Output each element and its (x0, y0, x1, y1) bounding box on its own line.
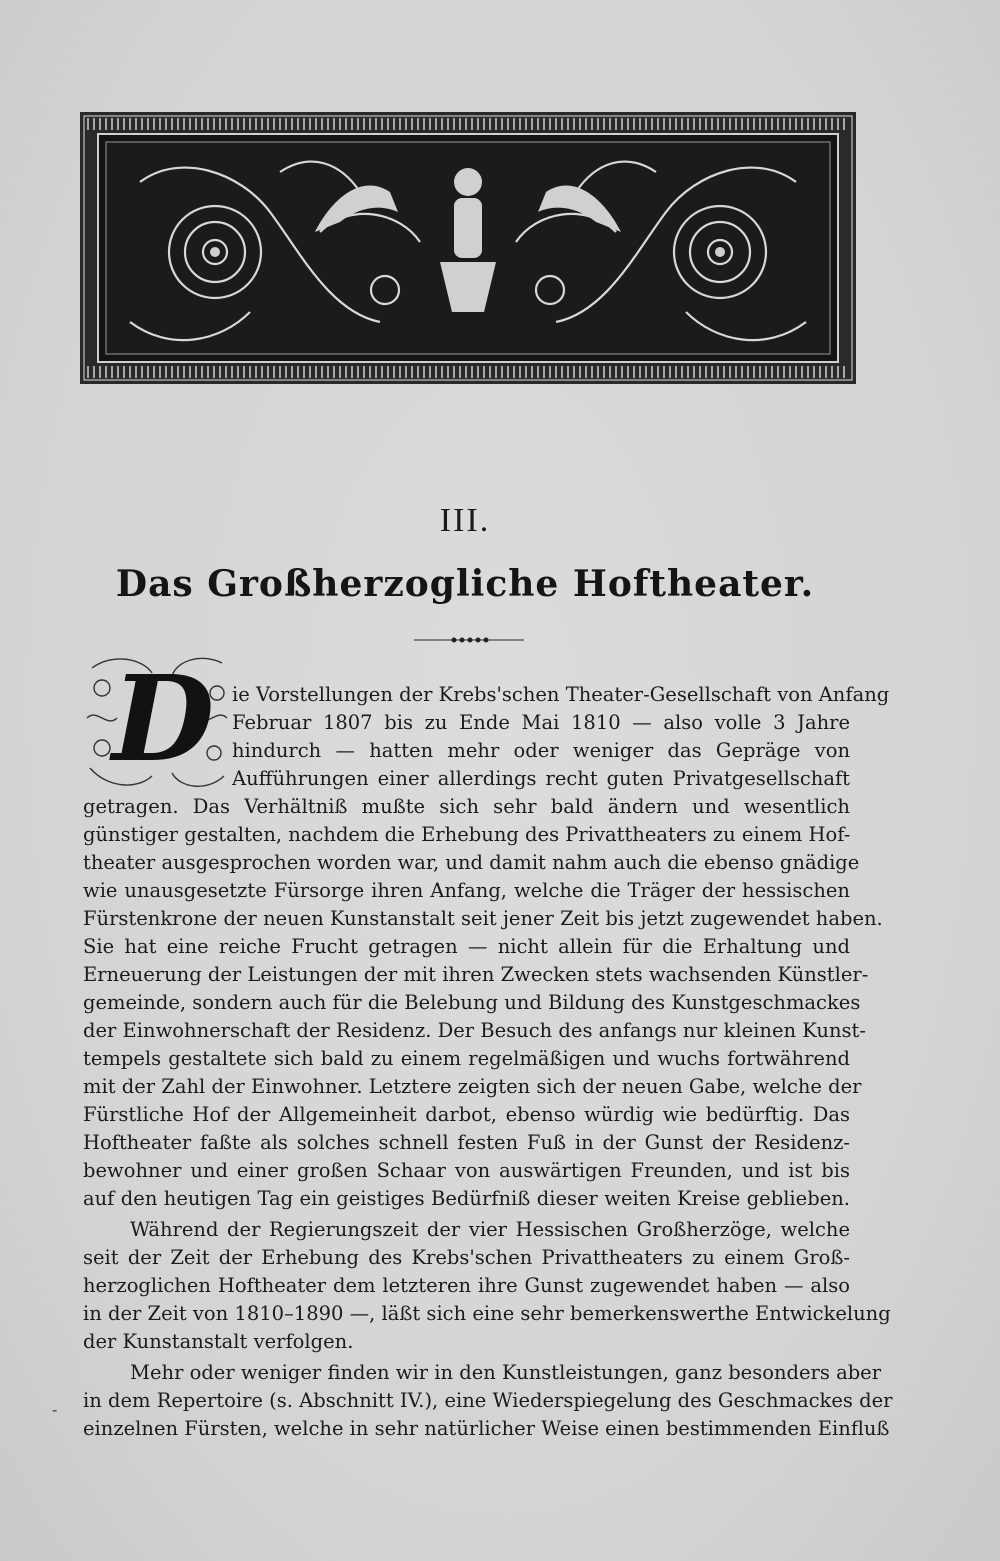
text-line: Aufführungen einer allerdings recht guten Privatgesellschaft (232, 767, 850, 790)
text-line: günstiger gestalten, nachdem die Erhebung des Privattheaters zu einem Hof- (83, 823, 851, 846)
text-line: Während der Regierungszeit der vier Hessischen Großherzöge, welche (130, 1218, 850, 1241)
text-line: gemeinde, sondern auch für die Belebung und Bildung des Kunstgeschmackes (83, 991, 861, 1014)
chapter-number: III. (439, 502, 491, 539)
text-line: seit der Zeit der Erhebung des Krebs'schen Privattheaters zu einem Groß- (83, 1246, 850, 1269)
dropcap-letter: D (112, 649, 215, 788)
text-line: einzelnen Fürsten, welche in sehr natürlicher Weise einen bestimmenden Einfluß (83, 1417, 890, 1440)
text-line: in dem Repertoire (s. Abschnitt IV.), eine Wiederspiegelung des Geschmackes der (83, 1389, 893, 1412)
text-line: Fürstliche Hof der Allgemeinheit darbot, ebenso würdig wie bedürftig. Das (83, 1103, 850, 1126)
text-line: der Kunstanstalt verfolgen. (83, 1330, 354, 1353)
margin-mark: - (52, 1400, 58, 1419)
text-line: in der Zeit von 1810–1890 —, läßt sich eine sehr bemerkenswerthe Entwickelung (83, 1302, 891, 1325)
text-line: theater ausgesprochen worden war, und damit nahm auch die ebenso gnädige (83, 851, 860, 874)
text-line: Hoftheater faßte als solches schnell festen Fuß in der Gunst der Residenz- (83, 1131, 850, 1154)
ornamental-header-band (80, 112, 856, 384)
text-line: Mehr oder weniger finden wir in den Kunstleistungen, ganz besonders aber (130, 1361, 882, 1384)
text-line: der Einwohnerschaft der Residenz. Der Besuch des anfangs nur kleinen Kunst- (83, 1019, 866, 1042)
text-line: tempels gestaltete sich bald zu einem regelmäßigen und wuchs fortwährend (83, 1047, 850, 1070)
text-line: Sie hat eine reiche Frucht getragen — nicht allein für die Erhaltung und (83, 935, 850, 958)
title-divider (414, 634, 524, 646)
text-line: Erneuerung der Leistungen der mit ihren Zwecken stets wachsenden Künstler- (83, 963, 869, 986)
text-line: Fürstenkrone der neuen Kunstanstalt seit jener Zeit bis jetzt zugewendet haben. (83, 907, 883, 930)
text-line: getragen. Das Verhältniß mußte sich sehr bald ändern und wesentlich (83, 795, 850, 818)
text-line: bewohner und einer großen Schaar von auswärtigen Freunden, und ist bis (83, 1159, 850, 1182)
text-line: ie Vorstellungen der Krebs'schen Theater-Gesellschaft von Anfang (232, 683, 890, 706)
text-line: wie unausgesetzte Fürsorge ihren Anfang, welche die Träger der hessischen (83, 879, 850, 902)
chapter-title: Das Großherzogliche Hoftheater. (115, 563, 815, 605)
text-line: herzoglichen Hoftheater dem letzteren ihre Gunst zugewendet haben — also (83, 1274, 850, 1297)
text-line: mit der Zahl der Einwohner. Letztere zeigten sich der neuen Gabe, welche der (83, 1075, 862, 1098)
text-line: auf den heutigen Tag ein geistiges Bedürfniß dieser weiten Kreise geblieben. (83, 1187, 850, 1210)
text-line: hindurch — hatten mehr oder weniger das Gepräge von (232, 739, 850, 762)
text-line: Februar 1807 bis zu Ende Mai 1810 — also volle 3 Jahre (232, 711, 850, 734)
